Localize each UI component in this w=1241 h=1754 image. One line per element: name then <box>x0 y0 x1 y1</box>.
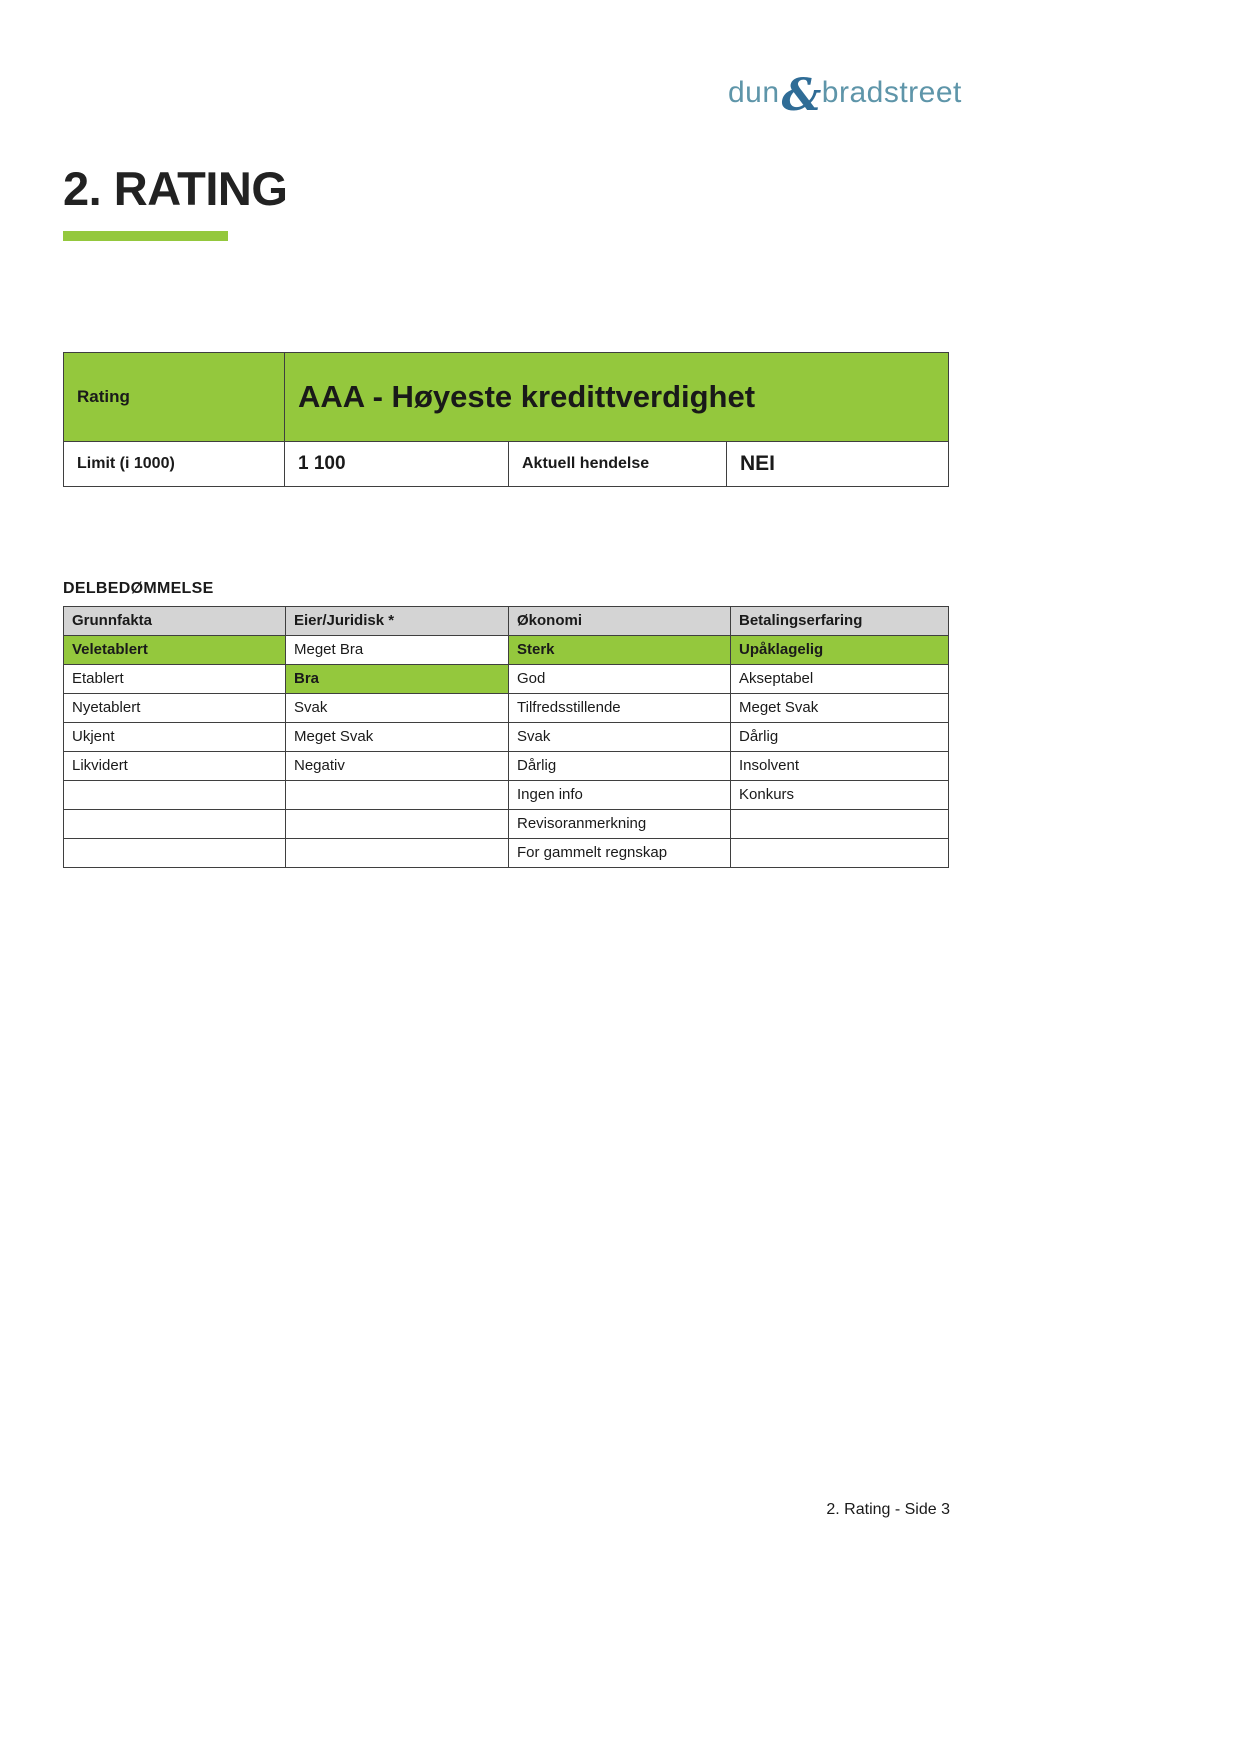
assessment-table-header <box>64 607 948 636</box>
table-cell-highlighted: Upåklagelig <box>731 636 948 664</box>
table-cell: Svak <box>286 694 509 722</box>
table-row <box>64 781 948 810</box>
logo-text-dun: dun <box>728 76 780 109</box>
column-header: Betalingserfaring <box>731 607 948 635</box>
table-cell: Meget Svak <box>739 699 819 716</box>
table-row <box>64 665 948 694</box>
table-cell-highlighted: Bra <box>286 665 509 693</box>
table-row <box>64 723 948 752</box>
table-cell-highlighted: Sterk <box>509 636 731 664</box>
title-underline <box>63 231 228 241</box>
table-cell: Svak <box>509 723 731 751</box>
table-cell: Tilfredsstillende <box>509 694 731 722</box>
table-cell <box>731 839 948 867</box>
table-cell: Ingen info <box>509 781 731 809</box>
dnb-logo <box>728 70 962 121</box>
table-cell <box>286 781 509 809</box>
event-label: Aktuell hendelse <box>509 442 727 486</box>
table-cell <box>286 839 509 867</box>
limit-label: Limit (i 1000) <box>64 442 285 486</box>
table-cell: Revisoranmerkning <box>509 810 731 838</box>
column-header: Grunnfakta <box>64 607 286 635</box>
logo-text-bradstreet: bradstreet <box>821 76 962 109</box>
table-cell: Nyetablert <box>64 694 286 722</box>
table-cell: Meget Bra <box>286 636 509 664</box>
table-row <box>64 694 948 723</box>
page-footer: 2. Rating - Side 3 <box>826 1501 950 1518</box>
table-cell: For gammelt regnskap <box>509 839 731 867</box>
limit-row <box>64 442 948 486</box>
column-header: Eier/Juridisk * <box>286 607 509 635</box>
rating-table <box>63 352 949 487</box>
assessment-table <box>63 606 949 868</box>
table-cell <box>64 781 286 809</box>
page-title: 2. RATING <box>63 162 288 215</box>
rating-value: AAA - Høyeste kredittverdighet <box>298 379 756 414</box>
table-cell: Meget Svak <box>286 723 509 751</box>
table-cell: Akseptabel <box>739 670 814 687</box>
table-cell: Insolvent <box>739 757 800 774</box>
table-cell: Likvidert <box>64 752 286 780</box>
table-cell <box>64 839 286 867</box>
rating-row <box>64 353 948 442</box>
table-cell: Dårlig <box>739 728 779 745</box>
event-value: NEI <box>740 452 776 475</box>
table-cell: Negativ <box>286 752 509 780</box>
limit-value: 1 100 <box>285 442 509 486</box>
table-cell: Ukjent <box>64 723 286 751</box>
column-header: Økonomi <box>509 607 731 635</box>
section-title: DELBEDØMMELSE <box>63 580 214 597</box>
assessment-table-body <box>64 636 948 867</box>
table-cell <box>731 810 948 838</box>
logo-ampersand-icon: & <box>781 70 822 121</box>
table-row <box>64 636 948 665</box>
table-cell-highlighted: Veletablert <box>64 636 286 664</box>
table-row <box>64 752 948 781</box>
rating-label: Rating <box>64 353 285 441</box>
table-cell <box>64 810 286 838</box>
table-cell: Etablert <box>64 665 286 693</box>
table-cell: Konkurs <box>739 786 795 803</box>
table-cell: Dårlig <box>509 752 731 780</box>
table-row <box>64 839 948 867</box>
table-row <box>64 810 948 839</box>
table-cell: God <box>509 665 731 693</box>
table-cell <box>286 810 509 838</box>
